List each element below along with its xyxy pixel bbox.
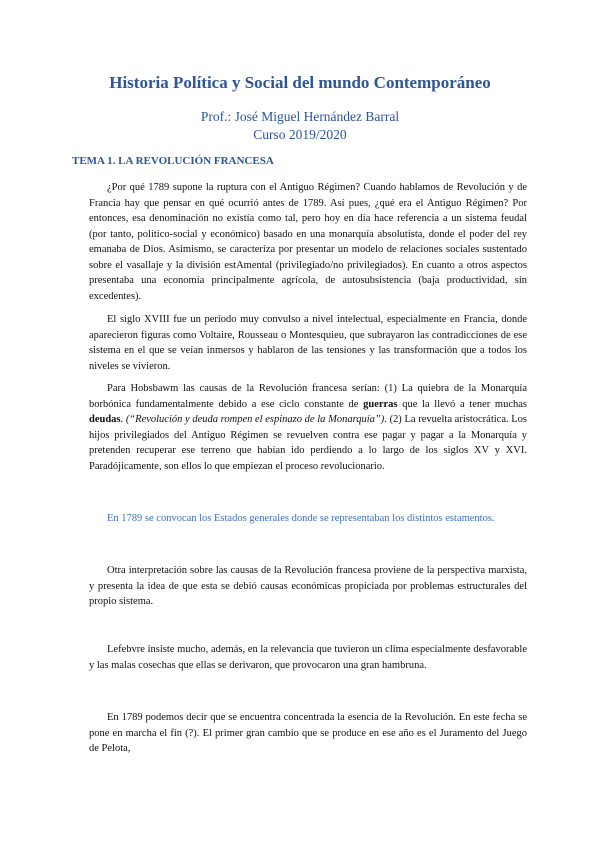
section-heading: TEMA 1. LA REVOLUCIÓN FRANCESA [72, 155, 274, 167]
paragraph-estados-generales: En 1789 se convocan los Estados generales donde se representaban los distintos estamentos. [107, 513, 495, 524]
emphasis-guerras: guerras [363, 398, 398, 410]
paragraph-1789: En 1789 podemos decir que se encuentra concentrada la esencia de la Revolución. En este fecha se pone en marcha el fin (?). El primer gran cambio que se produce en ese año es el Juramento del Juego de Pelota, [89, 712, 527, 754]
hobsbawm-text-4: . (2) La revuelta aristocrática. Los hijos privilegiados del Antiguo Régimen se revuelven contra ese pagar y pagar a la Monarquía y pretenden recuperar ese terreno que habían ido perdiendo a lo largo de los siglos XV y XVI. Paradójicamente, son ellos lo que empiezan el proceso revolucionario. [89, 414, 528, 472]
paragraph-marxista: Otra interpretación sobre las causas de la Revolución francesa proviene de la perspectiva marxista, y presenta la idea de que esta se debió causas económicas propiciada por problemas estructurales del propio sistema. [89, 565, 527, 607]
hobsbawm-text-2: que la llevó a tener muchas [397, 398, 528, 410]
paragraph-lefebvre: Lefebvre insiste mucho, además, en la relevancia que tuvieron un clima especialmente desfavorable y las malas cosechas que ellas se derivaron, que provocaron una gran hambruna. [89, 644, 527, 671]
hobsbawm-text-3: . [120, 414, 126, 425]
paragraph-hobsbawm [89, 381, 527, 474]
quote-espinazo: (“Revolución y deuda rompen el espinazo de la Monarquía”) [125, 414, 385, 425]
emphasis-deudas: deudas [89, 414, 121, 425]
hobsbawm-text-1: Para Hobsbawm las causas de la Revolución francesa serían: (1) La quiebra de la Monarquía borbónica fundamentalmente debido a ese ciclo constante de [89, 383, 527, 410]
professor-line: Prof.: José Miguel Hernández Barral [200, 109, 400, 124]
course-line: Curso 2019/2020 [253, 127, 347, 142]
paragraph-antiguo-regimen: ¿Por qué 1789 supone la ruptura con el Antiguo Régimen? Cuando hablamos de Revolución y de Francia hay que pensar en qué ocurrió antes de 1789. Así pues, ¿qué era el Antiguo Régimen? Por entonces, esa denominación no existía como tal, pero hoy en día hace referencia a un sistema feudal (por tanto, político-social y económico) basado en una monarquía absolutista, donde el poder del rey emanaba de Dios. Asimismo, se caracteriza por presentar un modelo de relaciones sociales sustentado sobre el vasallaje y la división estAmental (privilegiado/no privilegiados). En cuanto a otros aspectos presentaba una economía principalmente agrícola, de autosubsistencia (baja productividad, sin excedentes). [89, 182, 527, 302]
paragraph-siglo-xviii: El siglo XVIII fue un período muy convulso a nivel intelectual, especialmente en Francia, donde aparecieron figuras como Voltaire, Rousseau o Montesquieu, que subrayaron las contradicciones de ese sistema en el que se veían inmersos y hablaron de las tensiones y las transformación que a todos los niveles se vivieron. [89, 314, 527, 372]
document-title: Historia Política y Social del mundo Contemporáneo [109, 73, 491, 92]
